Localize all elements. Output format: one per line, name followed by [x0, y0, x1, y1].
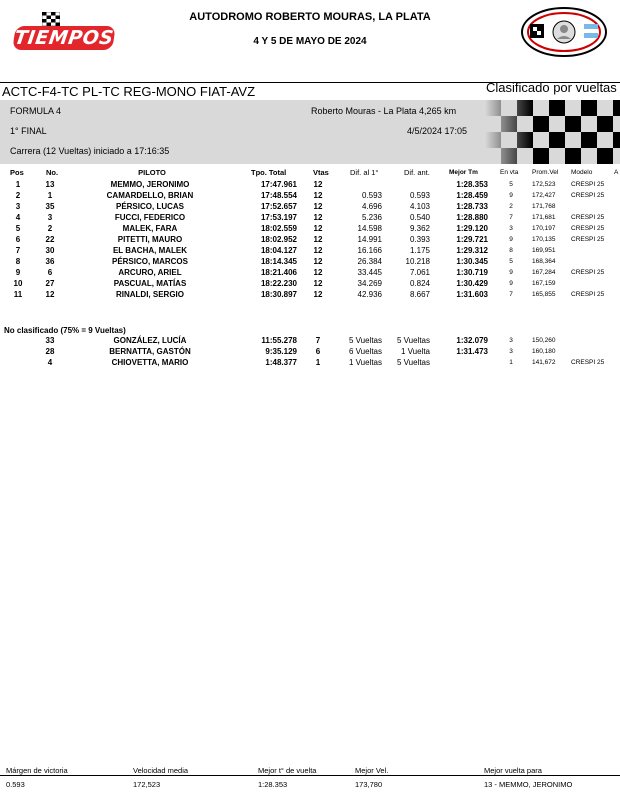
- result-cell-dif1: 0.593: [361, 191, 382, 200]
- result-cell-no: 1: [47, 191, 53, 200]
- footer-best-for-label: Mejor vuelta para: [484, 766, 542, 775]
- result-cell-vtas: 12: [313, 279, 323, 288]
- footer-margin-value: 0.593: [6, 780, 25, 789]
- result-cell-no: 27: [45, 279, 55, 288]
- result-cell-prom: 170,197: [532, 225, 556, 232]
- result-cell-difant: 0.540: [409, 213, 430, 222]
- circuit-name: Roberto Mouras - La Plata 4,265 km: [311, 106, 457, 116]
- result-cell-total: 18:02.559: [260, 224, 297, 233]
- not-classified-cell-difant: 5 Vueltas: [396, 336, 430, 345]
- result-cell-no: 22: [45, 235, 55, 244]
- footer-best-lap-value: 1:28.353: [258, 780, 288, 789]
- result-cell-pos: 6: [15, 235, 21, 244]
- col-header-total: Tpo. Total: [251, 168, 287, 177]
- result-cell-piloto: MALEK, FARA: [122, 224, 178, 233]
- result-cell-prom: 169,951: [532, 247, 556, 254]
- not-classified-cell-envta: 1: [509, 359, 513, 366]
- result-cell-no: 35: [45, 202, 55, 211]
- result-cell-dif1: 14.991: [357, 235, 382, 244]
- col-header-pos: Pos: [10, 168, 24, 177]
- result-cell-no: 13: [45, 180, 55, 189]
- result-cell-piloto: PITETTI, MAURO: [117, 235, 183, 244]
- result-cell-piloto: ARCURO, ARIEL: [118, 268, 182, 277]
- not-classified-cell-piloto: BERNATTA, GASTÓN: [109, 347, 191, 356]
- result-cell-mejor: 1:30.429: [456, 279, 488, 288]
- result-cell-difant: 0.593: [409, 191, 430, 200]
- result-row: [0, 246, 620, 257]
- result-cell-mejor: 1:28.459: [456, 191, 488, 200]
- result-cell-difant: 10.218: [405, 257, 430, 266]
- result-row: [0, 213, 620, 224]
- result-cell-prom: 167,159: [532, 280, 556, 287]
- not-classified-cell-no: 4: [47, 358, 53, 367]
- result-cell-no: 3: [47, 213, 53, 222]
- not-classified-cell-mejor: 1:32.079: [456, 336, 488, 345]
- not-classified-cell-piloto: CHIOVETTA, MARIO: [111, 358, 189, 367]
- result-row: [0, 279, 620, 290]
- result-cell-difant: 4.103: [409, 202, 430, 211]
- result-cell-dif1: 26.384: [357, 257, 382, 266]
- result-cell-modelo: CRESPI 25: [571, 236, 605, 243]
- result-cell-prom: 165,855: [532, 291, 556, 298]
- not-classified-cell-difant: 1 Vuelta: [400, 347, 430, 356]
- classification-type: Clasificado por vueltas: [486, 80, 617, 95]
- not-classified-cell-no: 28: [45, 347, 55, 356]
- result-cell-vtas: 12: [313, 257, 323, 266]
- not-classified-cell-total: 1:48.377: [265, 358, 297, 367]
- result-cell-total: 17:52.657: [260, 202, 297, 211]
- result-cell-modelo: CRESPI 25: [571, 291, 605, 298]
- not-classified-row: [0, 336, 620, 347]
- result-cell-no: 12: [45, 290, 55, 299]
- result-cell-dif1: 33.445: [357, 268, 382, 277]
- result-row: [0, 180, 620, 191]
- result-cell-prom: 168,364: [532, 258, 556, 265]
- not-classified-cell-envta: 3: [509, 348, 513, 355]
- col-header-envta: En vta: [500, 169, 519, 176]
- result-cell-pos: 2: [15, 191, 21, 200]
- result-cell-difant: 1.175: [409, 246, 430, 255]
- not-classified-cell-prom: 160,180: [532, 348, 556, 355]
- result-cell-envta: 5: [509, 181, 513, 188]
- result-cell-modelo: CRESPI 25: [571, 225, 605, 232]
- result-cell-piloto: PÉRSICO, LUCAS: [115, 202, 184, 211]
- col-header-mejor: Mejor Tm: [449, 169, 478, 176]
- autodromo-logo: [520, 6, 608, 58]
- result-cell-piloto: MEMMO, JERONIMO: [110, 180, 190, 189]
- result-cell-envta: 2: [509, 203, 513, 210]
- not-classified-cell-no: 33: [45, 336, 55, 345]
- result-cell-total: 18:14.345: [260, 257, 297, 266]
- result-cell-vtas: 12: [313, 235, 323, 244]
- result-cell-modelo: CRESPI 25: [571, 269, 605, 276]
- result-cell-pos: 9: [15, 268, 21, 277]
- not-classified-cell-prom: 150,260: [532, 337, 556, 344]
- result-row: [0, 224, 620, 235]
- result-cell-piloto: PÉRSICO, MARCOS: [111, 257, 188, 266]
- not-classified-cell-prom: 141,672: [532, 359, 556, 366]
- category-title: ACTC-F4-TC PL-TC REG-MONO FIAT-AVZ: [2, 84, 256, 99]
- result-cell-dif1: 42.936: [357, 290, 382, 299]
- result-cell-piloto: CAMARDELLO, BRIAN: [106, 191, 194, 200]
- result-cell-pos: 4: [15, 213, 21, 222]
- result-cell-pos: 8: [15, 257, 21, 266]
- result-cell-envta: 9: [509, 280, 513, 287]
- result-cell-difant: 0.393: [409, 235, 430, 244]
- result-cell-mejor: 1:28.733: [456, 202, 488, 211]
- footer-speed-label: Velocidad media: [133, 766, 189, 775]
- result-row: [0, 202, 620, 213]
- result-cell-no: 2: [47, 224, 53, 233]
- result-cell-difant: 8.667: [409, 290, 430, 299]
- result-cell-dif1: 4.696: [361, 202, 382, 211]
- not-classified-cell-modelo: CRESPI 25: [571, 359, 605, 366]
- result-cell-total: 18:22.230: [260, 279, 297, 288]
- result-cell-piloto: FUCCI, FEDERICO: [114, 213, 186, 222]
- result-cell-envta: 8: [509, 247, 513, 254]
- result-cell-difant: 0.824: [409, 279, 430, 288]
- result-cell-mejor: 1:29.120: [456, 224, 488, 233]
- result-cell-prom: 172,523: [532, 181, 556, 188]
- result-row: [0, 257, 620, 268]
- result-cell-total: 17:48.554: [260, 191, 297, 200]
- not-classified-cell-vtas: 7: [315, 336, 321, 345]
- result-cell-dif1: 14.598: [357, 224, 382, 233]
- result-cell-pos: 3: [15, 202, 21, 211]
- result-cell-pos: 7: [15, 246, 21, 255]
- footer-best-vel-label: Mejor Vel.: [355, 766, 389, 775]
- result-cell-piloto: PASCUAL, MATÍAS: [113, 279, 187, 288]
- series-name: FORMULA 4: [10, 106, 62, 116]
- not-classified-cell-total: 9:35.129: [265, 347, 297, 356]
- footer-best-vel-value: 173,780: [355, 780, 383, 789]
- result-cell-vtas: 12: [313, 290, 323, 299]
- result-cell-dif1: 5.236: [361, 213, 382, 222]
- result-cell-pos: 11: [13, 290, 23, 299]
- result-cell-envta: 7: [509, 214, 513, 221]
- result-cell-vtas: 12: [313, 213, 323, 222]
- result-cell-pos: 1: [15, 180, 21, 189]
- result-cell-envta: 5: [509, 258, 513, 265]
- result-cell-prom: 167,284: [532, 269, 556, 276]
- col-header-difant: Dif. ant.: [404, 168, 430, 177]
- col-header-piloto: PILOTO: [138, 168, 166, 177]
- result-row: [0, 290, 620, 301]
- not-classified-row: [0, 358, 620, 369]
- result-cell-piloto: EL BACHA, MALEK: [112, 246, 188, 255]
- footer-best-for-value: 13 - MEMMO, JERONIMO: [484, 780, 573, 789]
- result-cell-mejor: 1:29.312: [456, 246, 488, 255]
- result-cell-pos: 10: [13, 279, 23, 288]
- result-cell-dif1: 34.269: [357, 279, 382, 288]
- result-cell-mejor: 1:30.719: [456, 268, 488, 277]
- result-cell-envta: 9: [509, 192, 513, 199]
- not-classified-cell-vtas: 1: [315, 358, 321, 367]
- result-cell-mejor: 1:29.721: [456, 235, 488, 244]
- not-classified-cell-vtas: 6: [315, 347, 321, 356]
- result-cell-envta: 3: [509, 225, 513, 232]
- footer-speed-value: 172,523: [133, 780, 161, 789]
- result-row: [0, 235, 620, 246]
- not-classified-cell-dif1: 5 Vueltas: [348, 336, 382, 345]
- result-cell-mejor: 1:31.603: [456, 290, 488, 299]
- result-cell-no: 30: [45, 246, 55, 255]
- result-cell-total: 17:53.197: [260, 213, 297, 222]
- session-name: 1° FINAL: [10, 126, 47, 136]
- col-header-modelo: Modelo: [571, 169, 593, 176]
- result-cell-prom: 170,135: [532, 236, 556, 243]
- col-header-no: No.: [46, 168, 59, 177]
- footer-best-lap-label: Mejor t° de vuelta: [258, 766, 317, 775]
- result-row: [0, 268, 620, 279]
- col-header-dif1: Dif. al 1°: [350, 168, 379, 177]
- col-header-extra: A: [614, 169, 619, 176]
- not-classified-title: No clasificado (75% = 9 Vueltas): [4, 326, 126, 335]
- result-cell-total: 18:30.897: [260, 290, 297, 299]
- result-cell-vtas: 12: [313, 202, 323, 211]
- result-cell-modelo: CRESPI 25: [571, 192, 605, 199]
- result-cell-total: 18:02.952: [260, 235, 297, 244]
- result-cell-mejor: 1:28.353: [456, 180, 488, 189]
- result-cell-difant: 9.362: [409, 224, 430, 233]
- result-cell-vtas: 12: [313, 224, 323, 233]
- not-classified-row: [0, 347, 620, 358]
- result-cell-modelo: CRESPI 25: [571, 214, 605, 221]
- result-cell-envta: 9: [509, 236, 513, 243]
- result-cell-piloto: RINALDI, SERGIO: [115, 290, 184, 299]
- tiempos-logo-text: TIEMPOS: [12, 27, 116, 49]
- result-cell-prom: 171,768: [532, 203, 556, 210]
- result-cell-total: 18:21.406: [260, 268, 297, 277]
- result-cell-envta: 7: [509, 291, 513, 298]
- result-cell-difant: 7.061: [409, 268, 430, 277]
- not-classified-cell-envta: 3: [509, 337, 513, 344]
- page-title: AUTODROMO ROBERTO MOURAS, LA PLATA: [189, 11, 431, 23]
- col-header-vtas: Vtas: [313, 168, 329, 177]
- result-cell-dif1: 16.166: [357, 246, 382, 255]
- result-cell-envta: 9: [509, 269, 513, 276]
- result-cell-no: 6: [47, 268, 53, 277]
- result-cell-mejor: 1:30.345: [456, 257, 488, 266]
- result-cell-prom: 172,427: [532, 192, 556, 199]
- result-cell-no: 36: [45, 257, 55, 266]
- not-classified-cell-dif1: 1 Vueltas: [348, 358, 382, 367]
- not-classified-cell-piloto: GONZÁLEZ, LUCÍA: [113, 336, 187, 345]
- result-cell-vtas: 12: [313, 180, 323, 189]
- result-cell-prom: 171,681: [532, 214, 556, 221]
- result-cell-total: 18:04.127: [260, 246, 297, 255]
- footer-margin-label: Márgen de victoria: [6, 766, 68, 775]
- checkered-flag-graphic: [485, 100, 620, 164]
- not-classified-cell-mejor: 1:31.473: [456, 347, 488, 356]
- race-start: Carrera (12 Vueltas) iniciado a 17:16:35: [10, 146, 170, 156]
- not-classified-cell-difant: 5 Vueltas: [396, 358, 430, 367]
- result-cell-vtas: 12: [313, 246, 323, 255]
- result-cell-vtas: 12: [313, 191, 323, 200]
- result-cell-total: 17:47.961: [260, 180, 297, 189]
- event-date: 4 Y 5 DE MAYO DE 2024: [253, 36, 367, 47]
- footer-divider: [0, 775, 620, 776]
- not-classified-cell-total: 11:55.278: [261, 336, 297, 345]
- result-cell-pos: 5: [15, 224, 21, 233]
- session-datetime: 4/5/2024 17:05: [407, 126, 468, 136]
- result-cell-mejor: 1:28.880: [456, 213, 488, 222]
- not-classified-cell-dif1: 6 Vueltas: [348, 347, 382, 356]
- result-cell-vtas: 12: [313, 268, 323, 277]
- col-header-prom: Prom.Vel: [532, 169, 559, 176]
- result-cell-modelo: CRESPI 25: [571, 181, 605, 188]
- result-row: [0, 191, 620, 202]
